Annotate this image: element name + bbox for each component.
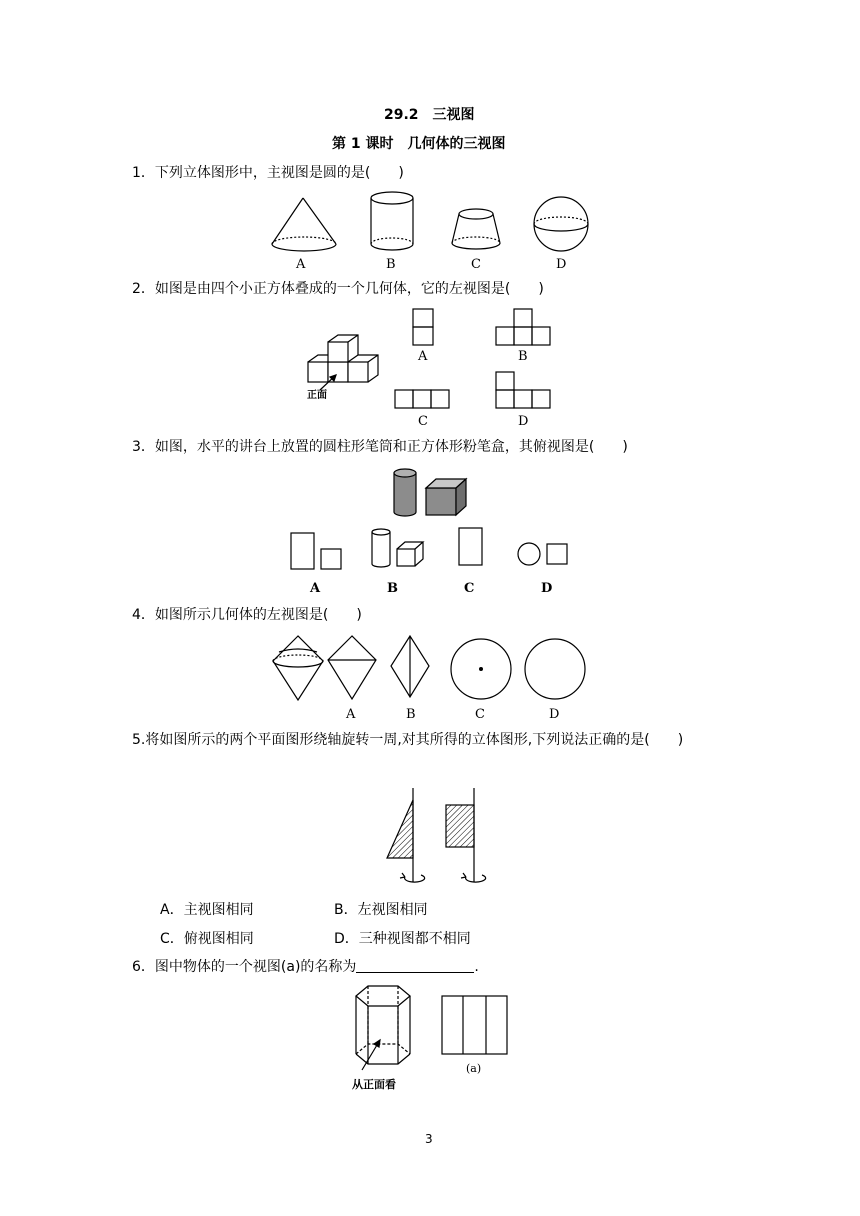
stacked-cubes <box>308 335 378 390</box>
q2-option-b: B <box>518 349 528 364</box>
lesson-title: 第 1 课时 几何体的三视图 <box>332 136 506 152</box>
q1-option-d: D <box>556 257 567 272</box>
q3-option-a: A <box>310 581 321 596</box>
hatched-rectangle <box>446 805 474 847</box>
q4-option-c: C <box>475 707 485 722</box>
q4-view-d <box>525 639 585 699</box>
q3-view-d-circle <box>518 543 540 565</box>
q6-view-label: (a) <box>466 1062 482 1075</box>
q5-choice-c: C．俯视图相同 <box>160 931 254 947</box>
q4-view-c <box>451 639 511 699</box>
q4-view-b <box>391 636 429 697</box>
hexagonal-prism <box>356 986 410 1070</box>
frustum-shape <box>459 209 493 219</box>
q3-option-b: B <box>387 581 398 596</box>
q1-option-a: A <box>296 257 306 272</box>
q2-option-c: C <box>418 414 428 429</box>
q4-view-a <box>328 636 376 699</box>
q3-view-b <box>372 529 423 567</box>
question-1-text: 1．下列立体图形中，主视图是圆的是( ) <box>132 165 404 181</box>
q3-view-c <box>459 528 482 565</box>
q3-view-a-rect <box>291 533 314 569</box>
question-6-text <box>132 958 479 976</box>
q6-answer-blank <box>356 958 474 973</box>
question-5-text: 5.将如图所示的两个平面图形绕轴旋转一周,对其所得的立体图形,下列说法正确的是( ) <box>132 732 684 748</box>
question-2-text: 2．如图是由四个小正方体叠成的一个几何体，它的左视图是( ) <box>132 281 544 297</box>
q1-option-b: B <box>386 257 396 272</box>
q2-option-a: A <box>418 349 428 364</box>
q2-option-d: D <box>518 414 529 429</box>
hatched-triangle <box>387 800 413 858</box>
q1-option-c: C <box>471 257 481 272</box>
double-cone-shape <box>273 636 323 700</box>
q2-view-c <box>395 390 449 408</box>
q4-option-a: A <box>346 707 356 722</box>
cylinder-shape <box>371 192 413 204</box>
q2-front-label: 正面 <box>307 390 327 401</box>
view-a-rectangles <box>442 996 507 1054</box>
q2-view-a <box>413 309 433 327</box>
q5-choice-d: D．三种视图都不相同 <box>334 931 471 947</box>
q3-option-d: D <box>541 581 553 596</box>
q3-option-c: C <box>464 581 475 596</box>
q4-option-d: D <box>549 707 560 722</box>
q6-text-after: . <box>474 959 479 975</box>
q6-text-before: 6．图中物体的一个视图(a)的名称为 <box>132 959 357 975</box>
section-title: 29.2 三视图 <box>384 107 475 123</box>
q5-choice-b: B．左视图相同 <box>334 902 428 918</box>
q6-front-label: 从正面看 <box>352 1078 396 1091</box>
q2-view-b <box>496 309 550 345</box>
pen-holder-cylinder <box>394 473 416 516</box>
q5-choice-a: A．主视图相同 <box>160 902 254 918</box>
q4-option-b: B <box>406 707 416 722</box>
chalk-box-cube <box>426 479 466 515</box>
question-3-text: 3．如图，水平的讲台上放置的圆柱形笔筒和正方体形粉笔盒，其俯视图是( ) <box>132 439 628 455</box>
cone-shape <box>272 198 336 244</box>
page-number: 3 <box>425 1132 433 1146</box>
question-4-text: 4．如图所示几何体的左视图是( ) <box>132 607 362 623</box>
q2-view-d <box>496 372 550 408</box>
sphere-shape <box>534 197 588 251</box>
